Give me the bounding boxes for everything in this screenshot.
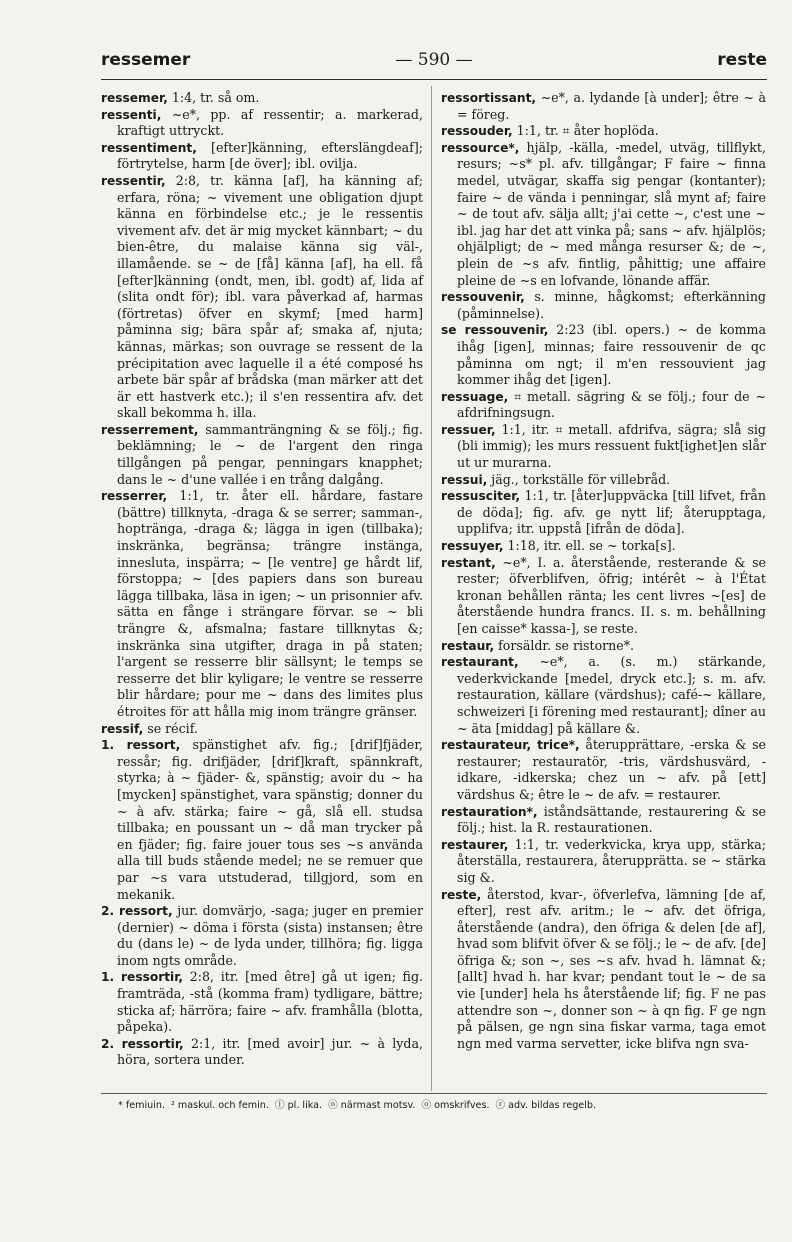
dictionary-entry — [101, 1036, 423, 1069]
entry-headword: 2. ressortir, — [101, 1036, 184, 1051]
dictionary-entry — [441, 555, 766, 638]
header-left-word: ressemer — [101, 50, 191, 70]
entry-headword: ressortissant, — [441, 91, 537, 105]
dictionary-entry — [441, 472, 766, 489]
dictionary-entry — [101, 422, 423, 488]
entry-headword: ressui, — [441, 472, 488, 487]
entry-definition: 2:23 (ibl. opers.) ~ de komma ihåg [igen], minnas; faire ressouvenir de qc påminna om ngt; il m'en ressouvient jag kommer ihåg det [igen]. — [457, 322, 766, 388]
entry-definition: ~e*, a. lydande [à under]; être ~ à = föreg. — [457, 90, 766, 122]
footnote-item: ⓞ omskrifves. — [421, 1100, 490, 1111]
footnote-item: ⓝ närmast motsv. — [328, 1100, 416, 1111]
dictionary-entry — [101, 173, 423, 422]
right-column — [441, 90, 766, 1052]
entry-headword: ressuyer, — [441, 539, 504, 554]
entry-definition: 1:1, tr. ⌗ åter hoplöda. — [512, 123, 659, 139]
entry-definition: 1:4, tr. så om. — [167, 90, 260, 105]
page-header — [101, 50, 767, 80]
entry-definition: forsäldr. se ristorne*. — [494, 637, 635, 653]
entry-headword: restauration*, — [441, 804, 538, 819]
entry-headword: 2. ressort, — [101, 904, 173, 919]
dictionary-entry — [101, 90, 423, 107]
dictionary-entry — [101, 903, 423, 969]
entry-headword: resserrer, — [101, 489, 168, 504]
dictionary-entry — [101, 488, 423, 720]
dictionary-entry — [101, 107, 423, 140]
entry-headword: ressenti, — [101, 107, 162, 122]
entry-definition: 1:1, tr. [åter]uppväcka [till lifvet, från de döda]; fig. afv. ge nytt lif; återupptaga, upplifva; itr. uppstå [ifrån de döda]. — [457, 488, 766, 537]
entry-definition: 2:8, itr. [med être] gå ut igen; fig. framträda, -stå (komma fram) tydligare, bättre; sticka af; härröra; faire ~ afv. framhålla (blotta, påpeka). — [117, 969, 424, 1035]
column-divider — [431, 86, 432, 1091]
dictionary-entry — [441, 737, 766, 803]
entry-headword: restaurant, — [441, 655, 519, 670]
entry-headword: ressource*, — [441, 140, 520, 155]
dictionary-entry — [101, 737, 423, 903]
entry-definition: 1:1, itr. ⌗ metall. afdrifva, sägra; slå sig (bli immig); les murs ressuent fukt[ighet]en slår ut ur murarna. — [457, 421, 766, 471]
entry-definition: spänstighet afv. fig.; [drif]fjäder, ressår; fig. drifjäder, [drif]kraft, spännkraft, styrka; à ~ fjäder- &, spänstig; avoir du ~ ha [mycken] spänstighet, vara spänstig; donner du ~ à afv. stärka; faire ~ gå, slå ell. studsa tillbaka; en poussant un ~ då man trycker på en fjäder; fig. faire jouer tous ses ~s använda alla till buds stående medel; ne se remuer que par ~s vara utstuderad, tillgjord, som en mekanik. — [117, 737, 423, 902]
page-number: — 590 — — [395, 50, 473, 70]
entry-definition: återupprättare, -erska & se restaurer; restauratör, -tris, värdshusvärd, -idkare, -idkerska; chez un ~ afv. på [ett] värdshus &; être le ~ de afv. = restaurer. — [457, 737, 766, 802]
entry-definition: jur. domvärjo, -saga; juger en premier (dernier) ~ döma i första (sista) instansen; être du (dans le) ~ de lyda under, tillhöra; fig. ligga inom ngts område. — [117, 903, 423, 968]
entry-definition: ~e*, I. a. återstående, resterande & se rester; öfverblifven, öfrig; intérêt ~ à l'État kronan behållen ränta; les cent livres ~[es] de återstående hundra francs. II. s. m. behållning [en caisse* kassa-], se reste. — [457, 554, 766, 636]
entry-definition: 2:1, itr. [med avoir] jur. ~ à lyda, höra, sortera under. — [117, 1035, 423, 1068]
header-rule — [101, 79, 767, 80]
entry-headword: ressif, — [101, 721, 144, 736]
dictionary-entry — [101, 721, 423, 738]
entry-headword: restaurer, — [441, 837, 509, 852]
dictionary-entry — [441, 654, 766, 737]
entry-definition: ~e*, a. (s. m.) stärkande, vederkvickande [medel, dryck etc.]; s. m. afv. restauration, källare (värdshus); café-~ källare, schweizeri [i förening med restaurant]; dîner au ~ äta [middag] på källare &. — [457, 654, 766, 736]
entry-definition: 1:18, itr. ell. se ~ torka[s]. — [503, 538, 676, 554]
footnote-rule — [101, 1093, 767, 1094]
entry-headword: ressentiment, — [101, 140, 197, 155]
entry-definition: s. minne, hågkomst; efterkänning (påminnelse). — [457, 289, 766, 321]
entry-headword: restant, — [441, 555, 496, 570]
footnote-item: ² maskul. och femin. — [171, 1100, 269, 1111]
dictionary-entry — [441, 289, 766, 322]
entry-headword: 1. ressortir, — [101, 970, 184, 985]
dictionary-entry — [441, 538, 766, 555]
entry-definition: ~e*, pp. af ressentir; a. markerad, kraftigt uttryckt. — [117, 106, 423, 139]
entry-headword: 1. ressort, — [101, 738, 181, 753]
entry-definition: 1:1, tr. vederkvicka, krya upp, stärka; återställa, restaurera, återupprätta. se ~ stärka sig &. — [457, 836, 766, 885]
entry-headword: ressentir, — [101, 173, 166, 188]
entry-definition: sammanträngning & se följ.; fig. beklämning; le ~ de l'argent den ringa tillgången på pengar, penningars knapphet; dans le ~ d'une vallée i en trång dalgång. — [117, 421, 423, 487]
footnote-item: ⓡ adv. bildas regelb. — [495, 1100, 597, 1111]
dictionary-entry — [441, 638, 766, 655]
footnote-legend — [118, 1097, 758, 1111]
dictionary-entry — [441, 837, 766, 887]
entry-headword: ressusciter, — [441, 489, 521, 504]
dictionary-entry — [101, 140, 423, 173]
dictionary-entry — [441, 389, 766, 422]
dictionary-entry — [441, 804, 766, 837]
dictionary-entry — [101, 969, 423, 1035]
left-column — [101, 90, 423, 1069]
entry-definition: 1:1, tr. åter ell. hårdare, fastare (bättre) tillknyta, -draga & se serrer; samman-, hopträngа, -draga &; lägga in igen (tillbaka); inskränka, begränsa; trängre instänga, innesluta, inspärra; ~ [le ventre] ge hårdt lif, förstoppa; ~ [des papiers dans son bureau lägga tillbaka, läsa in igen; ~ un prisonnier afv. sätta en fånge i strängare förvar. se ~ bli trängre &, afsmalna; fastare tillknytas &; inskränka sina utgifter, draga in på staten; l'argent se resserre blir sällsynt; le temps se resserre det blir kyligare; le ventre se resserre blir hårdare; pour me ~ dans des limites plus étroites för att hålla mig inom trängre gränser. — [117, 488, 423, 719]
entry-headword: restaurateur, trice*, — [441, 738, 580, 753]
entry-headword: ressuage, — [441, 389, 509, 404]
dictionary-entry — [441, 422, 766, 472]
entry-definition: jäg., torkställe för villebråd. — [487, 471, 671, 487]
entry-definition: [efter]känning, efterslängdeaf]; förtrytelse, harm [de över]; ibl. ovilja. — [117, 139, 423, 172]
entry-headword: ressouvenir, — [441, 290, 525, 305]
footnote-item: * femiuin. — [118, 1100, 166, 1111]
footnote-item: ⓛ pl. lika. — [274, 1100, 323, 1111]
dictionary-entry — [441, 140, 766, 289]
entry-definition: ⌗ metall. sägring & se följ.; four de ~ afdrifningsugn. — [457, 388, 766, 421]
dictionary-entry — [441, 488, 766, 538]
entry-definition: hjälp, -källa, -medel, utväg, tillflykt, resurs; ~s* pl. afv. tillgångar; F faire ~ finna medel, utvägar, skaffa sig pengar (kontanter); faire ~ de vända i penningar, slå mynt af; faire ~ de tout afv. sälja allt; j'ai cette ~, c'est une ~ ibl. jag har det att vinka på; sans ~ afv. hjälplös; ohjälpligt; de ~ med många resurser &; de ~, plein de ~s afv. fintlig, påhittig; une affaire pleine de ~s en lofvande, lönande affär. — [457, 139, 766, 288]
entry-headword: ressouder, — [441, 124, 513, 139]
dictionary-entry — [441, 123, 766, 140]
entry-definition: 2:8, tr. känna [af], ha känning af; erfara, röna; ~ vivement une obligation djupt känna en förbindelse etc.; je le ressentis vivement afv. det är mig mycket kännbart; ~ du bien-être, du malaise känna sig väl-, illamående. se ~ de [få] känna [af], ha ell. få [efter]känning (ondt, men, ibl. godt) af, lida af (slita ondt för); ibl. vara påverkad af, harmas (förtretas) öfver en skymf; [med harm] påminna sig; bära spår af; smaka af, njuta; kännas, märkas; son ouvrage se ressent de la précipitation avec laquelle il a été composé hs arbete bär spår af brådska (man märker att det är ett hastverk etc.); il s'en ressentira afv. det skall bekomma h. illa. — [117, 172, 423, 421]
entry-definition: återstod, kvar-, öfverlefva, lämning [de af, efter], rest afv. aritm.; le ~ afv. det öfriga, återstående (andra), den öfriga & delen [de af], hvad som blifvit öfver & se följ.; le ~ de afv. [de] öfriga &; son ~, ses ~s afv. hvad h. lämnat &; [allt] hvad h. har kvar; pendant tout le ~ de sa vie [under] hela hs återstående lif; fig. F ne pas attendre son ~, donner son ~ à qn fig. F ge ngn på pälsen, ge ngn sina fiskar varma, taga emot ngn med varma servetter, icke blifva ngn sva- — [457, 886, 766, 1051]
entry-headword: resserrement, — [101, 422, 199, 437]
dictionary-entry — [441, 887, 766, 1053]
entry-definition: se récif. — [143, 720, 198, 736]
entry-headword: se ressouvenir, — [441, 323, 549, 338]
dictionary-entry — [441, 90, 766, 123]
dictionary-entry — [441, 322, 766, 388]
header-right-word: reste — [717, 50, 767, 70]
entry-headword: ressemer, — [101, 91, 168, 105]
entry-definition: iståndsättande, restaurering & se följ.; hist. la R. restaurationen. — [457, 803, 766, 836]
entry-headword: ressuer, — [441, 422, 496, 437]
entry-headword: restaur, — [441, 638, 495, 653]
entry-headword: reste, — [441, 887, 482, 902]
